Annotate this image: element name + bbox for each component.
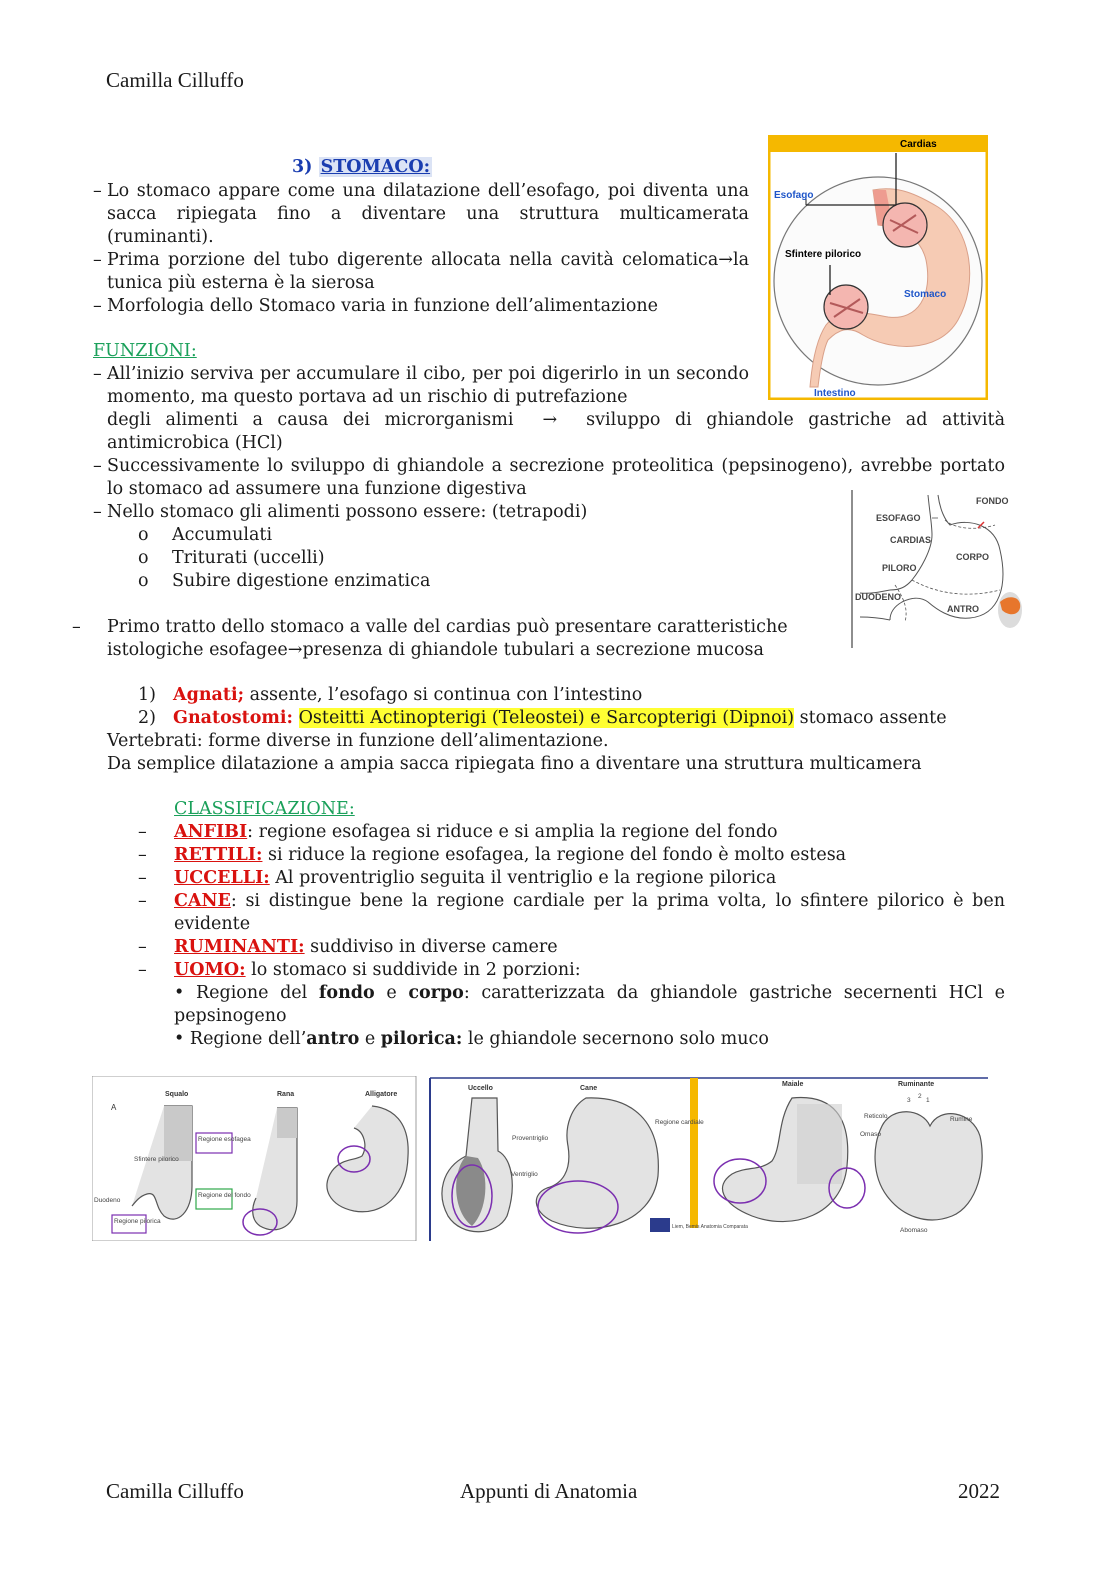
animal-cane: Cane <box>580 1085 598 1092</box>
label-regione-pilorica: Regione pilorica <box>114 1218 161 1225</box>
label-proventriglio: Proventriglio <box>512 1135 549 1142</box>
label-esofago-r: ESOFAGO <box>876 513 921 523</box>
funzioni-subitems <box>138 524 430 593</box>
panel-letter: A <box>111 1103 117 1112</box>
comparative-figure <box>92 1076 988 1241</box>
label-antro: ANTRO <box>947 604 979 614</box>
section-number: 3) <box>292 157 313 177</box>
animal-rana: Rana <box>277 1091 295 1098</box>
list-item: – Prima porzione del tubo digerente allocata nella cavità celomatica→la tunica più esterna è la sierosa <box>93 250 749 293</box>
list-item: – Lo stomaco appare come una dilatazione dell’esofago, poi diventa una sacca ripiegata fino a diventare una struttura multicamerata (ruminanti). <box>93 181 749 247</box>
section-label: STOMACO: <box>320 157 431 177</box>
figure-credit: Liem, Bemis Anatomia Comparata <box>672 1224 748 1230</box>
label-regione-esofagea: Regione esofagea <box>198 1136 251 1143</box>
label-sfintere: Sfintere pilorico <box>785 249 862 260</box>
animal-squalo: Squalo <box>165 1091 189 1098</box>
animal-uccello: Uccello <box>468 1085 493 1092</box>
label-ventriglio: Ventriglio <box>511 1171 538 1178</box>
list-item: – UOMO: lo stomaco si suddivide in 2 porzioni: <box>138 960 581 980</box>
label-piloro: PILORO <box>882 563 917 573</box>
label-cardias: Cardias <box>900 139 937 150</box>
list-item: o Subire digestione enzimatica <box>138 571 431 591</box>
label-regione-cardiale: Regione cardiale <box>655 1119 704 1126</box>
label-chamber-1: 1 <box>926 1097 930 1104</box>
stomach-regions-figure <box>850 490 1030 650</box>
vertebrati-text: Vertebrati: forme diverse in funzione dell’alimentazione. Da semplice dilatazione a ampia sacca ripiegata fino a diventare una struttura multicamera <box>107 731 922 774</box>
label-omaso: Omaso <box>860 1131 881 1138</box>
footer-year: 2022 <box>958 1479 1000 1503</box>
label-rumine: Rumine <box>950 1116 973 1123</box>
label-corpo: CORPO <box>956 552 990 562</box>
animal-ruminante: Ruminante <box>898 1081 935 1088</box>
list-item: 1) Agnati; assente, l’esofago si continua con l’intestino <box>138 685 643 705</box>
animal-maiale: Maiale <box>782 1081 804 1088</box>
funzioni-item-2: – Successivamente lo sviluppo di ghiandole a secrezione proteolitica (pepsinogeno), avrebbe portato lo stomaco ad assumere una funzione digestiva <box>93 456 1005 499</box>
funzioni-item-1: – All’inizio serviva per accumulare il cibo, per poi digerirlo in un secondo momento, ma questo portava ad un rischio di putrefazione <box>93 364 749 407</box>
label-regione-fondo: Regione del fondo <box>198 1192 251 1199</box>
list-item: o Accumulati <box>138 525 273 545</box>
header-author: Camilla Cilluffo <box>106 68 244 92</box>
label-fondo: FONDO <box>976 496 1009 506</box>
label-duodeno-comp: Duodeno <box>94 1197 121 1204</box>
label-intestino: Intestino <box>814 388 856 399</box>
list-item: 2) Gnatostomi: Osteitti Actinopterigi (Teleostei) e Sarcopterigi (Dipnoi) stomaco assente <box>138 708 947 728</box>
stomach-figure <box>768 135 988 400</box>
label-chamber-2: 2 <box>918 1093 922 1100</box>
label-sfintere-pilorico: Sfintere pilorico <box>134 1156 179 1163</box>
list-item: – CANE: si distingue bene la regione cardiale per la prima volta, lo sfintere pilorico è ben evidente <box>138 891 1005 934</box>
list-item: – RETTILI: si riduce la regione esofagea, la regione del fondo è molto estesa <box>138 845 847 865</box>
label-stomaco: Stomaco <box>904 289 947 300</box>
footer-title: Appunti di Anatomia <box>460 1479 638 1503</box>
section-title <box>292 157 432 177</box>
list-item: – ANFIBI: regione esofagea si riduce e si amplia la regione del fondo <box>138 822 778 842</box>
bullet-item: • Regione del fondo e corpo: caratterizzata da ghiandole gastriche secernenti HCl e pepsinogeno <box>174 983 1006 1026</box>
bullet-item: • Regione dell’antro e pilorica: le ghiandole secernono solo muco <box>174 1029 769 1049</box>
list-item: o Triturati (uccelli) <box>138 548 325 568</box>
classificazione-heading: CLASSIFICAZIONE: <box>174 799 355 819</box>
label-reticolo: Reticolo <box>864 1113 888 1120</box>
label-cardias-r: CARDIAS <box>890 535 932 545</box>
highlight: Osteitti Actinopterigi (Teleostei) e Sarcopterigi (Dipnoi) <box>298 708 795 728</box>
funzioni-item-3: – Nello stomaco gli alimenti possono essere: (tetrapodi) <box>93 502 588 522</box>
label-esofago: Esofago <box>774 190 814 201</box>
animal-alligatore: Alligatore <box>365 1091 398 1098</box>
list-item: – UCCELLI: Al proventriglio seguita il ventriglio e la regione pilorica <box>138 868 777 888</box>
funzioni-heading: FUNZIONI: <box>93 341 197 361</box>
label-abomaso: Abomaso <box>900 1227 928 1234</box>
label-duodeno: DUODENO <box>855 592 902 602</box>
primo-tratto: – Primo tratto dello stomaco a valle del cardias può presentare caratteristiche istologiche esofagee→presenza di ghiandole tubulari a secrezione mucosa <box>72 617 788 660</box>
classificazione-list <box>138 821 1005 1051</box>
label-chamber-3: 3 <box>907 1097 911 1104</box>
intro-list <box>93 180 749 318</box>
footer-author: Camilla Cilluffo <box>106 1479 244 1503</box>
funzioni-item-1-cont: degli alimenti a causa dei microrganismi → sviluppo di ghiandole gastriche ad attività antimicrobica (HCl) <box>107 410 1005 453</box>
list-item: – RUMINANTI: suddiviso in diverse camere <box>138 937 558 957</box>
numbered-list <box>138 684 947 730</box>
list-item: – Morfologia dello Stomaco varia in funzione dell’alimentazione <box>93 296 658 316</box>
